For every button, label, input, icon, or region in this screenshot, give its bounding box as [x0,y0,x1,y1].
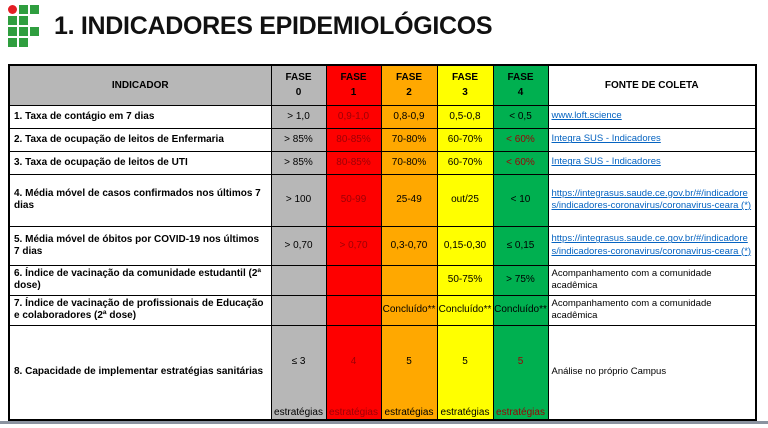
fase-1-cell: 50-99 [326,174,381,226]
fase-4-cell: > 75% [493,265,548,295]
fase-number: 0 [295,87,302,99]
phase-value: ≤ 3 [291,355,306,367]
table-row [9,226,756,265]
source-column-header: FONTE DE COLETA [548,65,756,105]
source-link[interactable]: Integra SUS - Indicadores [551,133,661,145]
fase-0-cell [271,325,326,420]
fase-2-column-header [381,65,437,105]
phase-label: estratégias [440,406,490,418]
source-cell [548,174,756,226]
source-link[interactable]: www.loft.science [551,110,622,122]
phase-value: 5 [517,355,524,367]
fase-1-cell [326,295,381,325]
fase-3-cell: out/25 [437,174,493,226]
indicator-column-header: INDICADOR [9,65,271,105]
indicator-cell: 6. Índice de vacinação da comunidade estudantil (2ª dose) [9,265,271,295]
table-row [9,105,756,128]
indicator-cell: 3. Taxa de ocupação de leitos de UTI [9,151,271,174]
table-row [9,151,756,174]
indicator-cell: 2. Taxa de ocupação de leitos de Enfermaria [9,128,271,151]
phase-label: estratégias [384,406,434,418]
indicator-cell: 8. Capacidade de implementar estratégias sanitárias [9,325,271,420]
phase-value: 5 [406,355,412,367]
phase-label: estratégias [496,406,545,418]
fase-4-cell [493,325,548,420]
phase-label: estratégias [329,406,378,418]
fase-2-cell [381,265,437,295]
fase-0-cell: > 1,0 [271,105,326,128]
table-row [9,174,756,226]
fase-label: FASE [340,72,367,84]
source-cell: Acompanhamento com a comunidade acadêmica [548,265,756,295]
table-row [9,325,756,420]
bottom-rule [0,421,768,424]
fase-1-cell: 80-85% [326,128,381,151]
phase-value: 4 [350,355,357,367]
fase-3-cell: Concluído** [437,295,493,325]
fase-label: FASE [507,72,534,84]
fase-3-cell [437,325,493,420]
source-cell [548,226,756,265]
fase-4-cell: < 60% [493,128,548,151]
fase-1-column-header [326,65,381,105]
fase-4-cell: ≤ 0,15 [493,226,548,265]
page-title: 1. INDICADORES EPIDEMIOLÓGICOS [54,11,493,40]
fase-0-cell: > 0,70 [271,226,326,265]
source-link[interactable]: https://integrasus.saude.ce.gov.br/#/indicadores/indicadores-coronavirus/coronavirus-ceara (*) [551,233,752,257]
fase-2-cell: 0,3-0,70 [381,226,437,265]
indicator-cell: 7. Índice de vacinação de profissionais de Educação e colaboradores (2ª dose) [9,295,271,325]
table-row [9,295,756,325]
fase-4-column-header [493,65,548,105]
fase-2-cell [381,325,437,420]
fase-4-cell: < 0,5 [493,105,548,128]
fase-0-cell [271,265,326,295]
source-cell [548,151,756,174]
source-cell [548,128,756,151]
fase-3-cell: 0,15-0,30 [437,226,493,265]
fase-1-cell [326,265,381,295]
fase-0-cell [271,295,326,325]
fase-0-column-header [271,65,326,105]
fase-4-cell: Concluído** [493,295,548,325]
fase-3-cell: 50-75% [437,265,493,295]
table-row [9,265,756,295]
fase-4-cell: < 60% [493,151,548,174]
fase-label: FASE [451,72,479,84]
source-cell: Análise no próprio Campus [548,325,756,420]
fase-3-cell: 60-70% [437,128,493,151]
fase-number: 3 [462,87,468,99]
fase-0-cell: > 100 [271,174,326,226]
source-link[interactable]: https://integrasus.saude.ce.gov.br/#/indicadores/indicadores-coronavirus/coronavirus-ceara (*) [551,187,752,211]
source-link[interactable]: Integra SUS - Indicadores [551,156,661,168]
fase-2-cell: 70-80% [381,128,437,151]
ifce-logo-icon [8,5,39,47]
fase-0-cell: > 85% [271,128,326,151]
fase-4-cell: < 10 [493,174,548,226]
fase-2-cell: Concluído** [381,295,437,325]
fase-2-cell: 25-49 [381,174,437,226]
phase-value: 5 [462,355,468,367]
indicator-cell: 4. Média móvel de casos confirmados nos últimos 7 dias [9,174,271,226]
table-row [9,128,756,151]
fase-label: FASE [395,72,423,84]
fase-0-cell: > 85% [271,151,326,174]
fase-1-cell: 0,9-1,0 [326,105,381,128]
slide-header [8,5,492,47]
fase-label: FASE [285,72,312,84]
fase-3-column-header [437,65,493,105]
fase-3-cell: 60-70% [437,151,493,174]
fase-3-cell: 0,5-0,8 [437,105,493,128]
fase-number: 2 [406,87,412,99]
source-cell: Acompanhamento com a comunidade acadêmica [548,295,756,325]
fase-1-cell: 80-85% [326,151,381,174]
fase-number: 4 [517,87,524,99]
header-row [9,65,756,105]
fase-1-cell [326,325,381,420]
fase-1-cell: > 0,70 [326,226,381,265]
indicator-cell: 5. Média móvel de óbitos por COVID-19 nos últimos 7 dias [9,226,271,265]
source-cell [548,105,756,128]
fase-2-cell: 70-80% [381,151,437,174]
indicator-cell: 1. Taxa de contágio em 7 dias [9,105,271,128]
fase-2-cell: 0,8-0,9 [381,105,437,128]
fase-number: 1 [350,87,357,99]
indicators-table [8,64,757,421]
phase-label: estratégias [274,406,323,418]
